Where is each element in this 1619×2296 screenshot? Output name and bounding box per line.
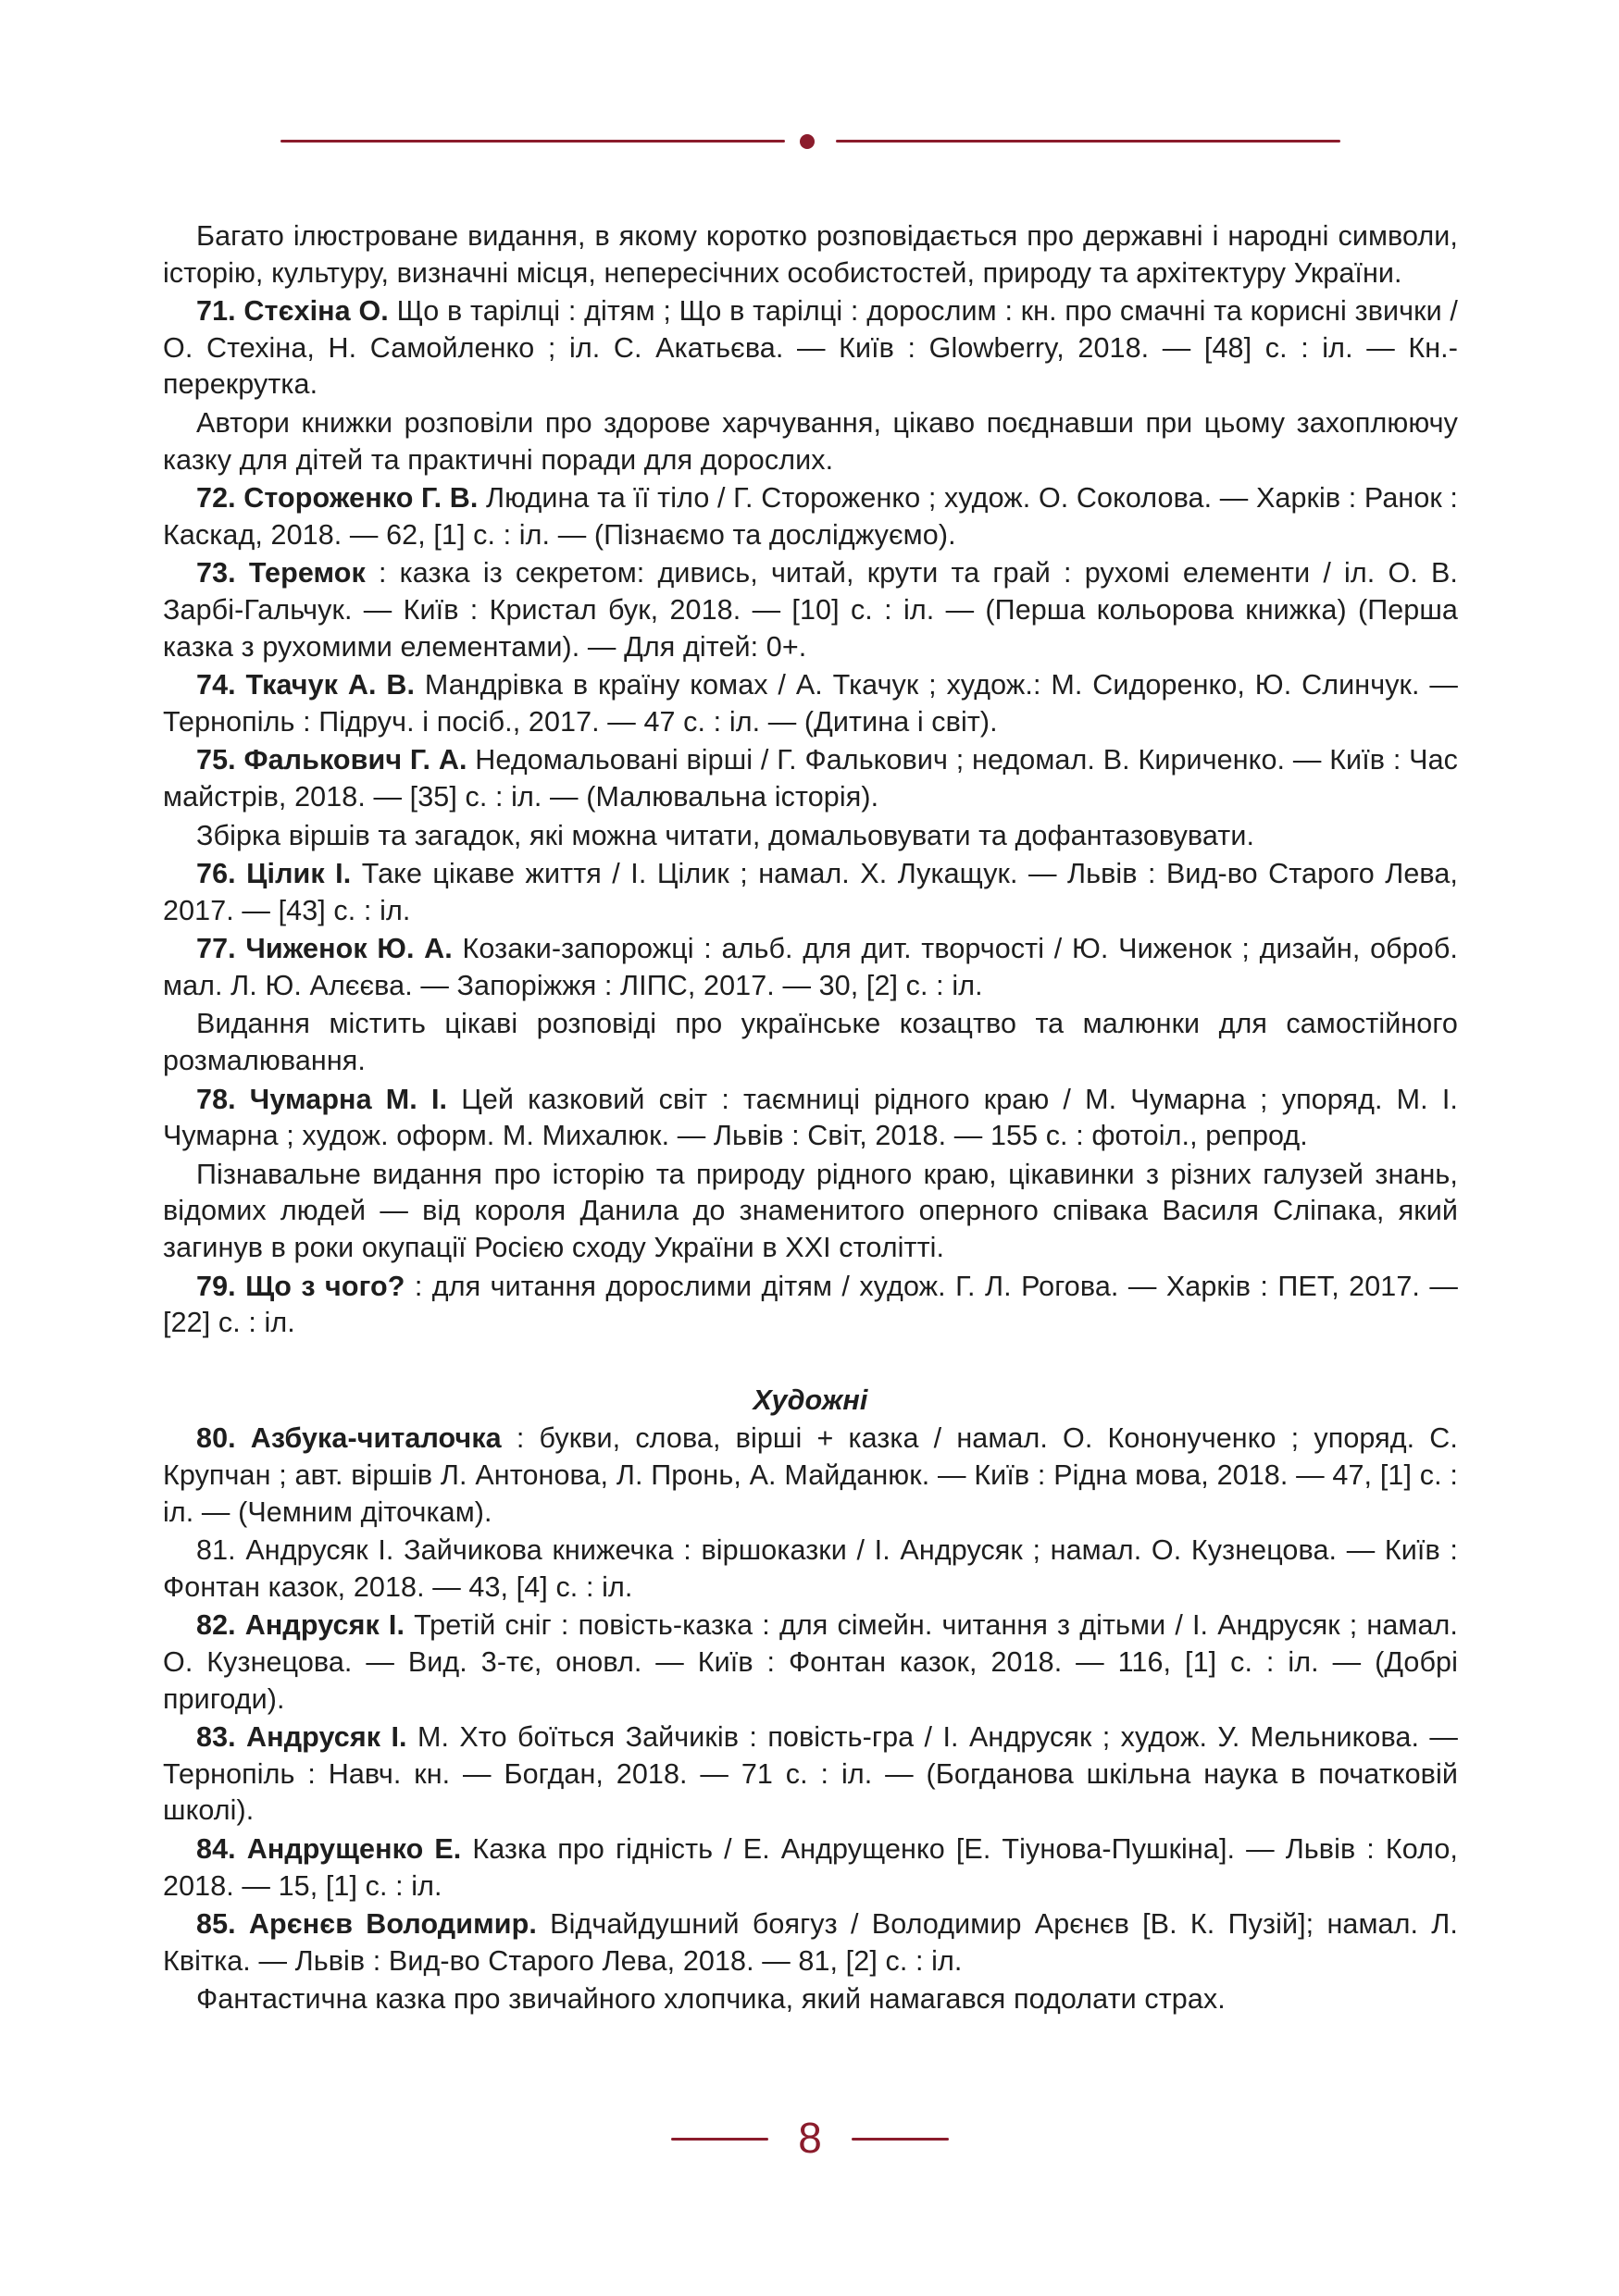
paragraph-description: Збірка віршів та загадок, які можна читати, домальовувати та дофантазовувати. <box>196 819 1255 851</box>
ornament-dot <box>800 134 815 149</box>
page-footer <box>671 2110 949 2166</box>
entry-author: 85. Арєнєв Володимир. <box>196 1908 537 1941</box>
ornament-line-right <box>836 140 1340 143</box>
paragraph-description: Автори книжки розповіли про здорове харчування, цікаво поєднавши при цьому захоплюючу казку для дітей та практичні поради для дорослих. <box>163 406 1458 476</box>
bib-entry-84: 84. Андрущенко Е. Казка про гідність / Е. Андрущенко [Е. Тіунова-Пушкіна]. — Львів : Коло, 2018. — 15, [1] с. : іл. <box>163 1832 1458 1902</box>
bib-entry-82: 82. Андрусяк І. Третій сніг : повість-казка : для сімейн. читання з дітьми / І. Андрусяк ; намал. О. Кузнецова. — Вид. 3-тє, оновл. — Київ : Фонтан казок, 2018. — 116, [1] с. : іл. — (Добрі пригоди). <box>163 1609 1458 1715</box>
bib-entry-75: 75. Фалькович Г. А. Недомальовані вірші / Г. Фалькович ; недомал. В. Кириченко. — Київ : Час майстрів, 2018. — [35] с. : іл. — (Малювальна історія). <box>163 744 1458 813</box>
page-content <box>163 218 1458 2020</box>
bib-entry-79: 79. Що з чого? : для читання дорослими дітям / худож. Г. Л. Рогова. — Харків : ПЕТ, 2017. — [22] с. : іл. <box>163 1270 1458 1339</box>
bib-entry-76: 76. Цілик І. Таке цікаве життя / І. Цілик ; намал. Х. Лукащук. — Львів : Вид-во Старого Лева, 2017. — [43] с. : іл. <box>163 858 1459 926</box>
paragraph-description: Багато ілюстроване видання, в якому коротко розповідається про державні і народні символи, історію, культуру, визначні місця, непересічних особистостей, природу та архітектуру України. <box>163 220 1458 289</box>
entry-author: 84. Андрущенко Е. <box>196 1832 462 1865</box>
entry-title: 79. Що з чого? <box>196 1270 405 1302</box>
paragraph-description: Фантастична казка про звичайного хлопчика, який намагався подолати страх. <box>196 1983 1226 2016</box>
entry-author: 75. Фалькович Г. А. <box>196 744 467 776</box>
footer-line-right <box>852 2138 949 2141</box>
paragraph-description: Видання містить цікаві розповіді про українське козацтво та малюнки для самостійного розмалювання. <box>163 1008 1458 1077</box>
section-title: Художні <box>753 1384 868 1416</box>
footer-line-left <box>671 2138 768 2141</box>
entry-author: 83. Андрусяк І. <box>196 1721 407 1754</box>
header-ornament <box>280 134 1340 149</box>
entry-author: 74. Ткачук А. В. <box>196 669 416 701</box>
entry-author: 82. Андрусяк І. <box>196 1609 405 1642</box>
entry-author: 76. Цілик І. <box>196 858 352 890</box>
entry-title: 80. Азбука-читалочка <box>196 1422 502 1455</box>
bib-entry-77: 77. Чиженок Ю. А. Козаки-запорожці : альб. для дит. творчості / Ю. Чиженок ; дизайн, оброб. мал. Л. Ю. Алєєва. — Запоріжжя : ЛІПС, 2017. — 30, [2] с. : іл. <box>163 933 1458 1001</box>
bib-entry-73: 73. Теремок : казка із секретом: дивись, читай, крути та грай : рухомі елементи / іл. О. В. Зарбі-Гальчук. — Київ : Кристал бук, 2018. — [10] с. : іл. — (Перша кольорова книжка) (Перша казка з рухомими елементами). — Для дітей: 0+. <box>163 557 1458 663</box>
entry-author: 71. Стєхіна О. <box>196 295 389 328</box>
entry-author: 72. Стороженко Г. В. <box>196 482 479 515</box>
entry-author: 78. Чумарна М. І. <box>196 1083 448 1115</box>
bib-entry-81: 81. Андрусяк І. Зайчикова книжечка : віршоказки / І. Андрусяк ; намал. О. Кузнецова. — Київ : Фонтан казок, 2018. — 43, [4] с. : іл. <box>163 1534 1458 1603</box>
bib-entry-71: 71. Стєхіна О. Що в тарілці : дітям ; Що в тарілці : дорослим : кн. про смачні та корисні звички / О. Стехіна, Н. Самойленко ; іл. С. Акатьєва. — Київ : Glowberry, 2018. — [48] с. : іл. — Кн.-перекрутка. <box>163 295 1458 401</box>
bib-entry-80: 80. Азбука-читалочка : букви, слова, вірші + казка / намал. О. Кононученко ; упоряд. С. Крупчан ; авт. віршів Л. Антонова, Л. Пронь, А. Майданюк. — Київ : Рідна мова, 2018. — 47, [1] с. : іл. — (Чемним діточкам). <box>163 1422 1458 1528</box>
ornament-line-left <box>280 140 785 143</box>
entry-title: 73. Теремок <box>196 557 366 590</box>
bib-entry-72: 72. Стороженко Г. В. Людина та її тіло / Г. Стороженко ; худож. О. Соколова. — Харків : Ранок : Каскад, 2018. — 62, [1] с. : іл. — (Пізнаємо та досліджуємо). <box>163 482 1458 551</box>
bib-entry-78: 78. Чумарна М. І. Цей казковий світ : таємниці рідного краю / М. Чумарна ; упоряд. М. І. Чумарна ; худож. оформ. М. Михалюк. — Львів : Світ, 2018. — 155 с. : фотоіл., репрод. <box>163 1083 1458 1152</box>
bib-entry-85: 85. Арєнєв Володимир. Відчайдушний боягуз / Володимир Арєнєв [В. К. Пузій]; намал. Л. Квітка. — Львів : Вид-во Старого Лева, 2018. — 81, [2] с. : іл. <box>163 1908 1459 1977</box>
bib-entry-83: 83. Андрусяк І. М. Хто боїться Зайчиків : повість-гра / І. Андрусяк ; худож. У. Мельникова. — Тернопіль : Навч. кн. — Богдан, 2018. — 71 с. : іл. — (Богданова шкільна наука в початковій школі). <box>163 1721 1459 1827</box>
paragraph-description: Пізнавальне видання про історію та природу рідного краю, цікавинки з різних галузей знань, відомих людей — від короля Данила до знаменитого оперного співака Василя Сліпака, який загинув в роки окупації Росією сходу України в XXI столітті. <box>163 1158 1458 1264</box>
page-number: 8 <box>798 2114 822 2162</box>
entry-author: 77. Чиженок Ю. А. <box>196 933 453 965</box>
bib-entry-74: 74. Ткачук А. В. Мандрівка в країну комах / А. Ткачук ; худож.: М. Сидоренко, Ю. Слинчук. — Тернопіль : Підруч. і посіб., 2017. — 47 с. : іл. — (Дитина і світ). <box>163 669 1459 738</box>
